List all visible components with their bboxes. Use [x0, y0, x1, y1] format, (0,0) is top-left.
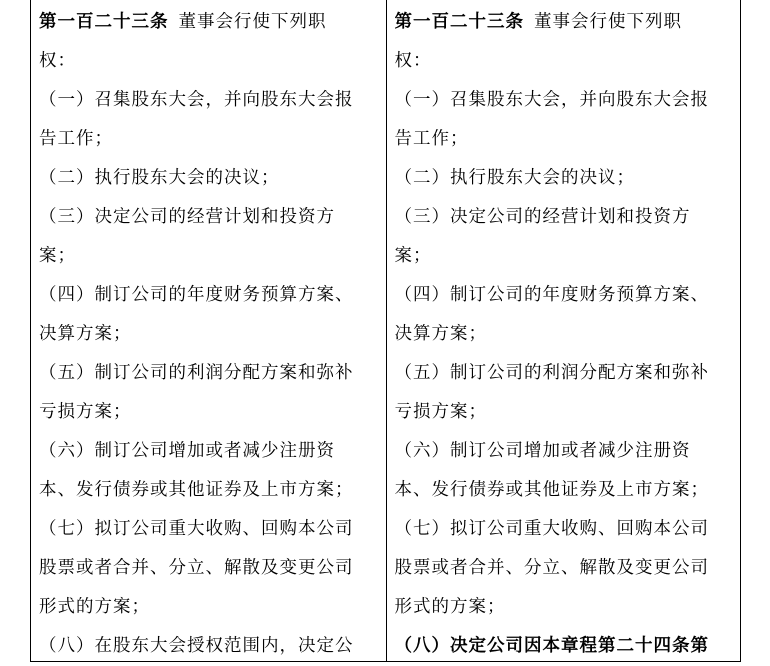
text-line: （五）制订公司的利润分配方案和弥补	[394, 363, 709, 383]
text-line: （二）执行股东大会的决议；	[394, 168, 635, 188]
left-column-original	[31, 0, 386, 661]
text-line: 告工作；	[394, 129, 469, 149]
article-text: 董事会行使下列职	[178, 12, 327, 32]
text-line: 决算方案；	[39, 324, 132, 344]
article-heading-line	[395, 3, 735, 42]
text-line: （三）决定公司的经营计划和投资方	[394, 207, 691, 227]
article-number: 第一百二十三条	[394, 12, 524, 32]
text-line: 告工作；	[39, 129, 113, 149]
text-line: （七）拟订公司重大收购、回购本公司	[39, 519, 354, 539]
text-line: 形式的方案；	[394, 597, 506, 617]
text-line: 权：	[39, 51, 76, 71]
text-line: （一）召集股东大会，并向股东大会报	[394, 90, 709, 110]
right-column-revised	[386, 0, 741, 661]
text-line: （七）拟订公司重大收购、回购本公司	[394, 519, 709, 539]
text-line: 本、发行债券或其他证券及上市方案；	[39, 480, 354, 500]
text-line: （四）制订公司的年度财务预算方案、	[39, 285, 354, 305]
text-line: （五）制订公司的利润分配方案和弥补	[39, 363, 354, 383]
article-text: 董事会行使下列职	[534, 12, 682, 32]
text-line: 本、发行债券或其他证券及上市方案；	[394, 480, 709, 500]
text-line: （二）执行股东大会的决议；	[39, 168, 280, 188]
text-line: 形式的方案；	[39, 597, 150, 617]
article-number: 第一百二十三条	[39, 12, 169, 32]
text-line: 案；	[39, 246, 76, 266]
text-line: 股票或者合并、分立、解散及变更公司	[394, 558, 709, 578]
text-line: （三）决定公司的经营计划和投资方	[39, 207, 335, 227]
text-line: （八）在股东大会授权范围内，决定公	[39, 636, 354, 656]
text-line: 权：	[394, 51, 432, 71]
text-line: 亏损方案；	[39, 402, 132, 422]
text-line: （六）制订公司增加或者减少注册资	[39, 441, 335, 461]
article-heading-line	[39, 3, 380, 42]
text-line: 亏损方案；	[394, 402, 487, 422]
text-line: 案；	[394, 246, 432, 266]
text-line: （四）制订公司的年度财务预算方案、	[394, 285, 709, 305]
text-line-bold-revision: （八）决定公司因本章程第二十四条第	[394, 636, 709, 656]
text-line: 股票或者合并、分立、解散及变更公司	[39, 558, 354, 578]
text-line: 决算方案；	[394, 324, 487, 344]
text-line: （一）召集股东大会，并向股东大会报	[39, 90, 354, 110]
comparison-table	[30, 0, 741, 662]
text-line: （六）制订公司增加或者减少注册资	[394, 441, 691, 461]
